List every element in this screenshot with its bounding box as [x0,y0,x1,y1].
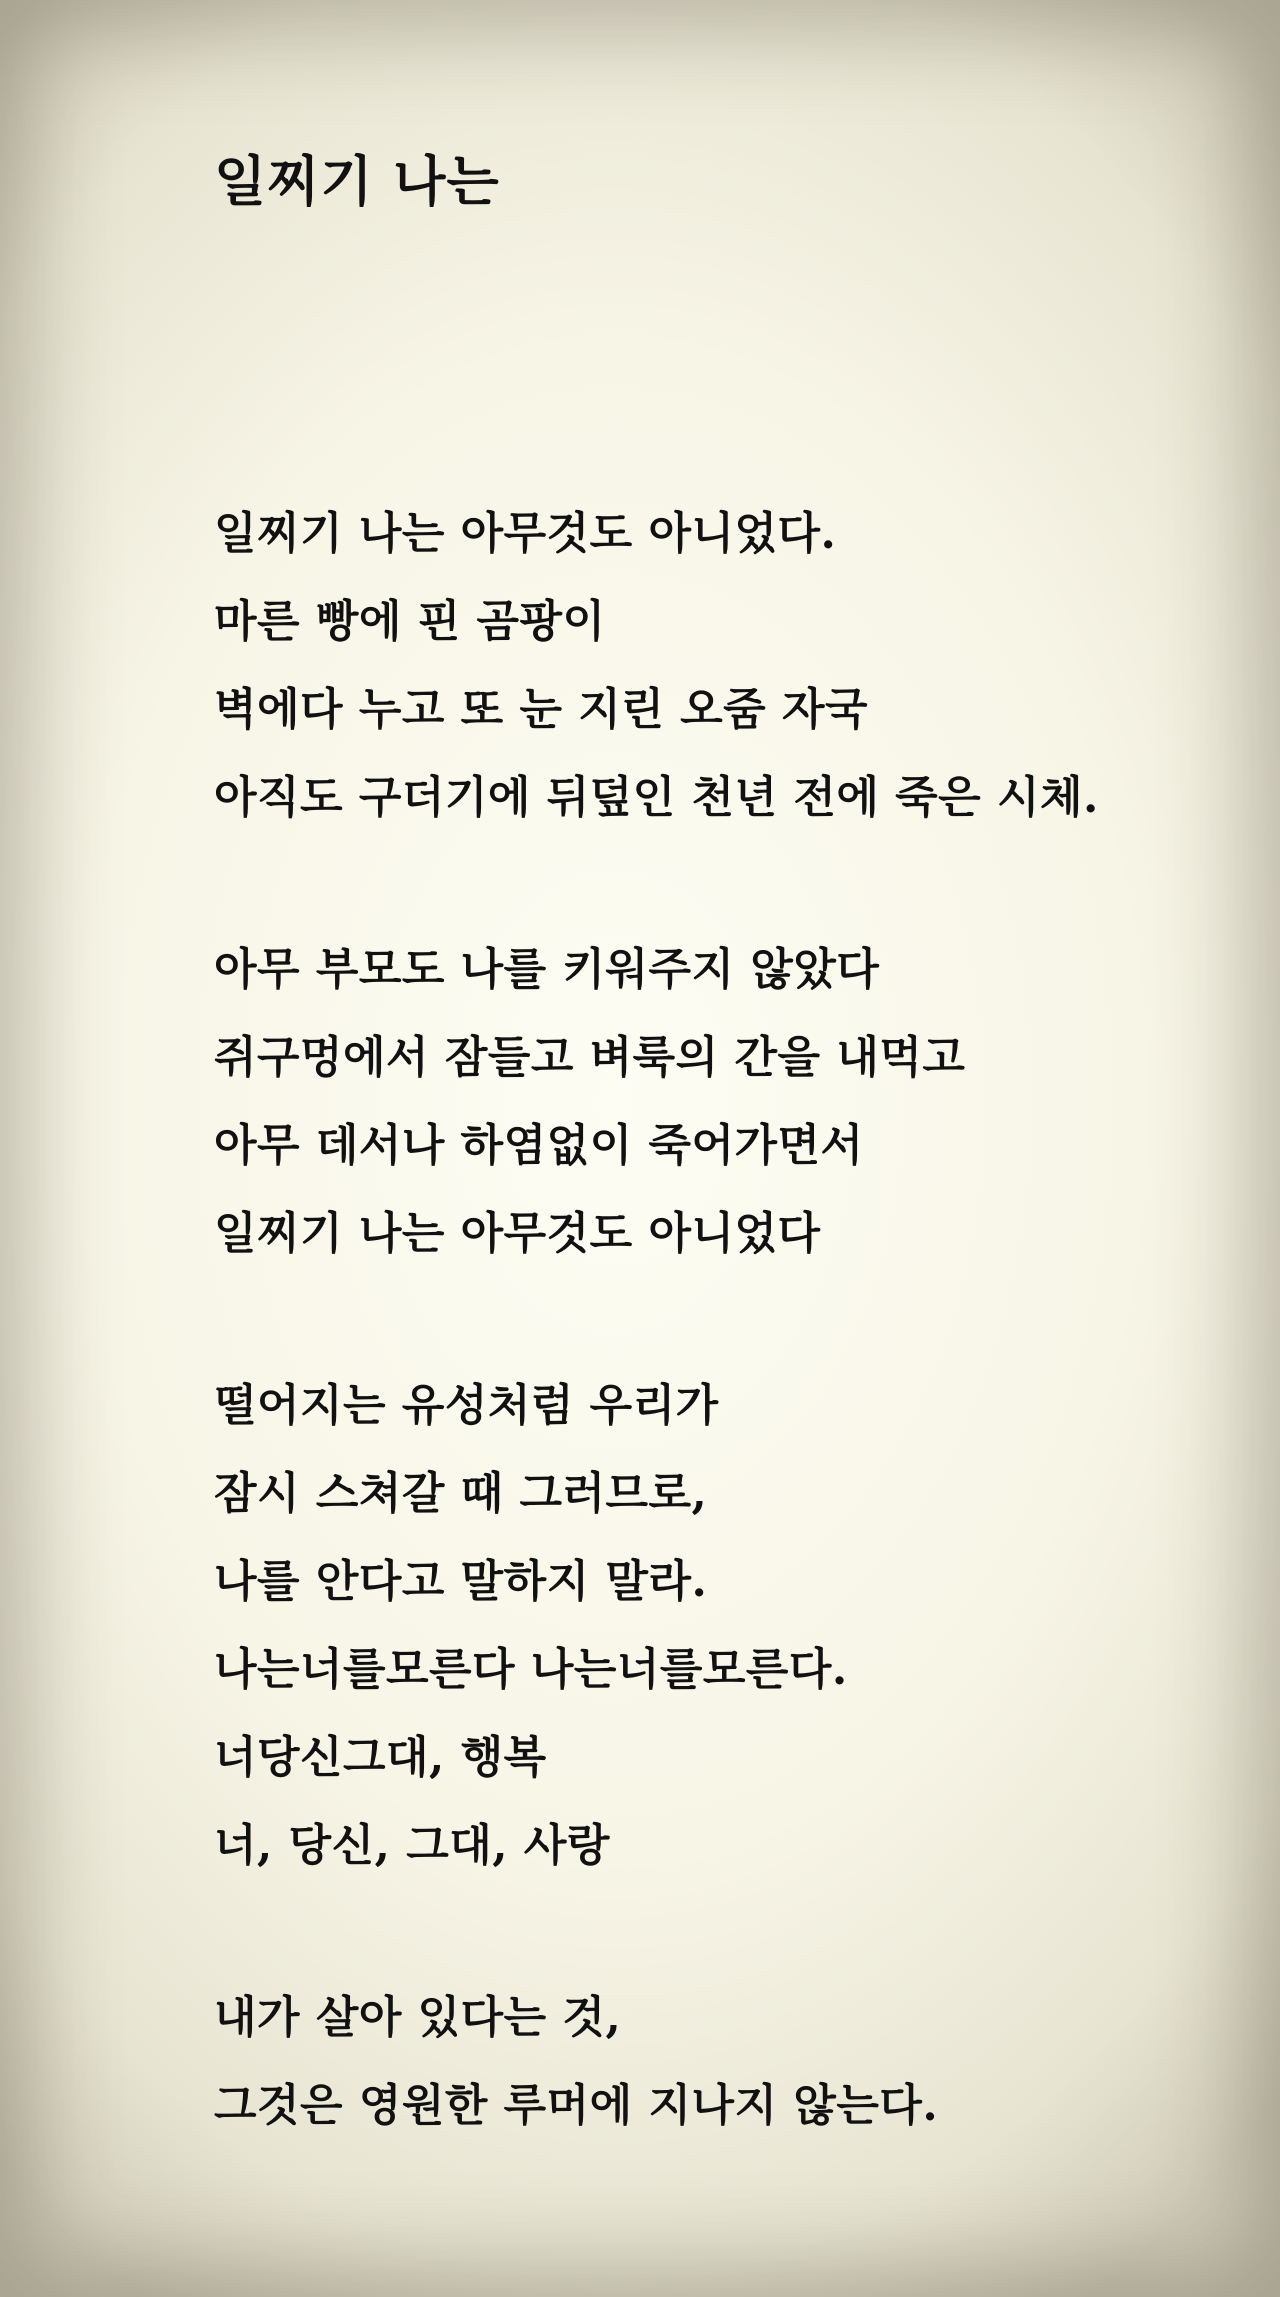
poem-line: 아무 부모도 나를 키워주지 않았다 [214,944,880,995]
poem-line: 나는너를모른다 나는너를모른다. [214,1644,848,1695]
stanza-gap [214,842,1214,926]
poem-line: 쥐구멍에서 잠들고 벼룩의 간을 내먹고 [214,1032,966,1083]
poem-line: 일찌기 나는 아무것도 아니었다 [214,1208,821,1259]
poem-line: 내가 살아 있다는 것, [214,1992,622,2043]
stanza-1 [214,490,1214,842]
stanza-gap [214,1890,1214,1974]
poem-line: 일찌기 나는 아무것도 아니었다. [214,508,837,559]
poem-line: 나를 안다고 말하지 말라. [214,1556,708,1607]
stanza-4 [214,1974,1214,2150]
stanza-2 [214,926,1214,1278]
poem-line: 너, 당신, 그대, 사랑 [214,1820,610,1871]
stanza-gap [214,1278,1214,1362]
poem-title: 일찌기 나는 [214,149,500,213]
stanza-3 [214,1362,1214,1890]
poem-line: 떨어지는 유성처럼 우리가 [214,1380,719,1431]
poem-body [214,490,1214,2150]
poem-line: 벽에다 누고 또 눈 지린 오줌 자국 [214,684,868,735]
poem-line: 아무 데서나 하염없이 죽어가면서 [214,1120,864,1171]
poem-line: 잠시 스쳐갈 때 그러므로, [214,1468,708,1519]
poem-line: 마른 빵에 핀 곰팡이 [214,596,606,647]
poem-line: 그것은 영원한 루머에 지나지 않는다. [214,2080,939,2131]
poem-line: 너당신그대, 행복 [214,1732,547,1783]
poem-line: 아직도 구더기에 뒤덮인 천년 전에 죽은 시체. [214,772,1099,823]
